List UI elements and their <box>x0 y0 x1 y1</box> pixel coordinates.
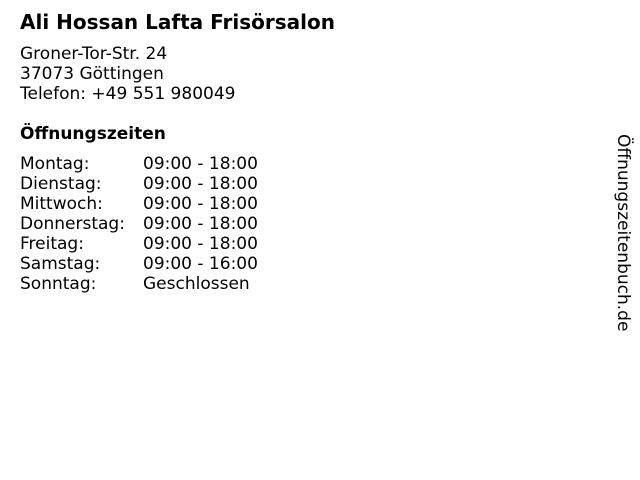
phone-number: Telefon: +49 551 980049 <box>20 84 236 104</box>
day-label: Sonntag: <box>20 274 97 294</box>
time-value: 09:00 - 18:00 <box>143 174 258 194</box>
opening-hours-heading: Öffnungszeiten <box>20 124 166 144</box>
day-label: Samstag: <box>20 254 101 274</box>
day-label: Mittwoch: <box>20 194 103 214</box>
day-label: Montag: <box>20 154 90 174</box>
day-label: Dienstag: <box>20 174 102 194</box>
city-address: 37073 Göttingen <box>20 64 164 84</box>
time-value: 09:00 - 18:00 <box>143 234 258 254</box>
street-address: Groner-Tor-Str. 24 <box>20 44 168 64</box>
time-value: 09:00 - 18:00 <box>143 214 258 234</box>
time-value: 09:00 - 18:00 <box>143 194 258 214</box>
brand-watermark: Öffnungszeitenbuch.de <box>613 134 633 332</box>
time-value: 09:00 - 18:00 <box>143 154 258 174</box>
day-label: Donnerstag: <box>20 214 125 234</box>
address-block <box>20 44 235 104</box>
time-value: 09:00 - 16:00 <box>143 254 258 274</box>
business-name: Ali Hossan Lafta Frisörsalon <box>20 10 335 34</box>
day-label: Freitag: <box>20 234 84 254</box>
time-value: Geschlossen <box>143 274 250 294</box>
